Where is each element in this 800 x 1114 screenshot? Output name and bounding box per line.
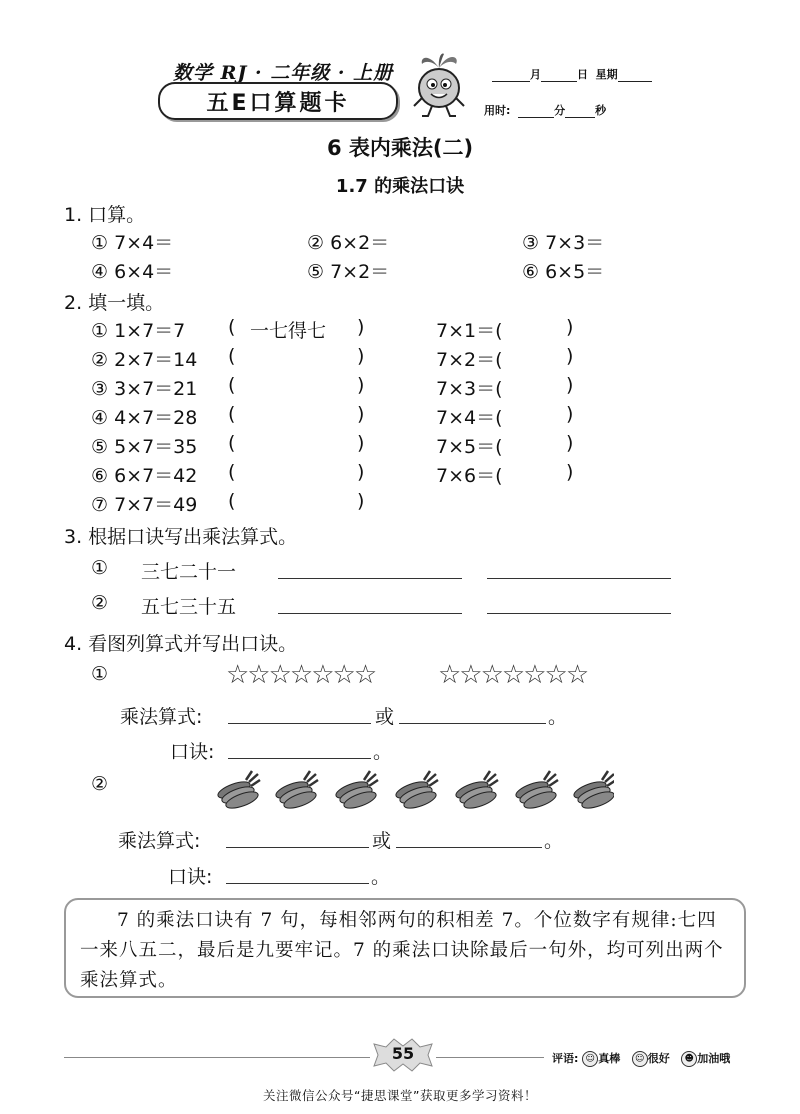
period: 。 [548, 706, 568, 728]
answer-blank[interactable] [278, 613, 462, 614]
fill-row-equation: ⑦ 7×7＝49 [91, 494, 198, 516]
footer-divider [64, 1057, 370, 1058]
answer-blank[interactable] [228, 723, 371, 724]
section3-heading: 3. 根据口诀写出乘法算式。 [64, 526, 298, 548]
brand-logo: 五E口算题卡 [158, 82, 398, 120]
close-paren: ) [566, 432, 574, 454]
close-paren: ) [566, 345, 574, 367]
close-paren: ) [357, 461, 365, 483]
item-number: ① [91, 663, 109, 685]
fill-row-right[interactable]: 7×6＝( [436, 465, 503, 487]
happy-face-icon[interactable]: ☺ [582, 1051, 598, 1067]
period: 。 [373, 741, 393, 763]
fill-row-equation: ③ 3×7＝21 [91, 378, 198, 400]
section4-heading: 4. 看图列算式并写出口诀。 [64, 633, 298, 655]
section1-heading: 1. 口算。 [64, 204, 146, 226]
tip-text: 7 的乘法口诀有 7 句，每相邻两句的积相差 7。个位数字有规律:七四一来八五二，最后是九要牢记。7 的乘法口诀除最后一句外，均可列出两个乘法算式。 [80, 910, 724, 991]
rhyme-label: 口诀: [170, 741, 215, 763]
answer-blank[interactable] [487, 613, 671, 614]
page-title: 6 表内乘法(二) [326, 136, 474, 160]
item-number: ② [91, 592, 109, 614]
answer-blank[interactable] [399, 723, 546, 724]
answer-blank[interactable] [226, 883, 369, 884]
open-paren: ( [228, 461, 236, 483]
close-paren: ) [357, 432, 365, 454]
mult-label: 乘法算式: [118, 830, 201, 852]
day-label: 日 [577, 68, 588, 81]
page-number: 55 [391, 1044, 415, 1063]
series-label: 数学 RJ · 二年级 · 上册 [173, 62, 394, 84]
rating-option-2: 很好 [647, 1052, 670, 1065]
minute-label: 分 [554, 104, 566, 117]
month-label: 月 [530, 68, 541, 81]
open-paren: ( [228, 374, 236, 396]
item-number: ② [91, 773, 109, 795]
weekday-label: 星期 [595, 68, 618, 81]
close-paren: ) [357, 374, 365, 396]
fill-row-equation: ② 2×7＝14 [91, 349, 198, 371]
fill-row-equation: ① 1×7＝7 [91, 320, 186, 342]
open-paren: ( [228, 432, 236, 454]
rating-bar [552, 1050, 730, 1067]
open-paren: ( [228, 345, 236, 367]
fill-row-right[interactable]: 7×1＝( [436, 320, 503, 342]
close-paren: ) [357, 345, 365, 367]
or-label: 或 [372, 830, 392, 852]
close-paren: ) [566, 374, 574, 396]
lesson-subtitle: 1.7 的乘法口诀 [335, 176, 465, 197]
answer-blank[interactable] [278, 578, 462, 579]
footer-note: 关注微信公众号“捷思课堂”获取更多学习资料！ [263, 1088, 537, 1103]
open-paren: ( [228, 490, 236, 512]
rating-option-3: 加油哦 [697, 1052, 731, 1065]
answer-blank[interactable] [396, 847, 542, 848]
time-label: 用时: [484, 104, 511, 117]
footer-divider [436, 1057, 544, 1058]
mult-label: 乘法算式: [120, 706, 203, 728]
rating-label: 评语: [552, 1052, 579, 1065]
close-paren: ) [566, 461, 574, 483]
open-paren: ( [228, 403, 236, 425]
item-number: ① [91, 557, 109, 579]
calc-item: ④ 6×4＝ [91, 261, 174, 283]
fill-row-equation: ⑥ 6×7＝42 [91, 465, 198, 487]
period: 。 [544, 830, 564, 852]
tip-box [64, 898, 746, 998]
period: 。 [371, 866, 391, 888]
star-group-icon: ☆☆☆☆☆☆☆ [226, 660, 376, 690]
open-paren: ( [228, 316, 236, 338]
rating-option-1: 真棒 [598, 1052, 621, 1065]
rhyme-answer[interactable]: 一七得七 [250, 320, 327, 342]
cheer-face-icon[interactable]: ☻ [681, 1051, 697, 1067]
rhyme-label: 口诀: [168, 866, 213, 888]
calc-item: ⑥ 6×5＝ [522, 261, 605, 283]
close-paren: ) [566, 316, 574, 338]
date-field[interactable] [492, 66, 652, 82]
section2-heading: 2. 填一填。 [64, 292, 165, 314]
answer-blank[interactable] [487, 578, 671, 579]
rhyme-text: 五七三十五 [141, 596, 237, 618]
answer-blank[interactable] [228, 758, 371, 759]
fill-row-right[interactable]: 7×3＝( [436, 378, 503, 400]
calc-item: ③ 7×3＝ [522, 232, 605, 254]
fill-row-right[interactable]: 7×2＝( [436, 349, 503, 371]
or-label: 或 [375, 706, 395, 728]
rhyme-text: 三七二十一 [141, 561, 237, 583]
calc-item: ② 6×2＝ [307, 232, 390, 254]
calc-item: ① 7×4＝ [91, 232, 174, 254]
answer-blank[interactable] [226, 847, 369, 848]
fill-row-right[interactable]: 7×5＝( [436, 436, 503, 458]
mascot-icon [408, 50, 470, 120]
close-paren: ) [357, 490, 365, 512]
close-paren: ) [357, 316, 365, 338]
page-number-badge [372, 1038, 434, 1072]
fill-row-equation: ⑤ 5×7＝35 [91, 436, 198, 458]
close-paren: ) [566, 403, 574, 425]
carrot-group-icon [214, 768, 614, 812]
close-paren: ) [357, 403, 365, 425]
fill-row-equation: ④ 4×7＝28 [91, 407, 198, 429]
time-field[interactable] [484, 102, 606, 118]
smile-face-icon[interactable]: ☺ [632, 1051, 648, 1067]
calc-item: ⑤ 7×2＝ [307, 261, 390, 283]
fill-row-right[interactable]: 7×4＝( [436, 407, 503, 429]
star-group-icon: ☆☆☆☆☆☆☆ [438, 660, 588, 690]
second-label: 秒 [595, 104, 607, 117]
